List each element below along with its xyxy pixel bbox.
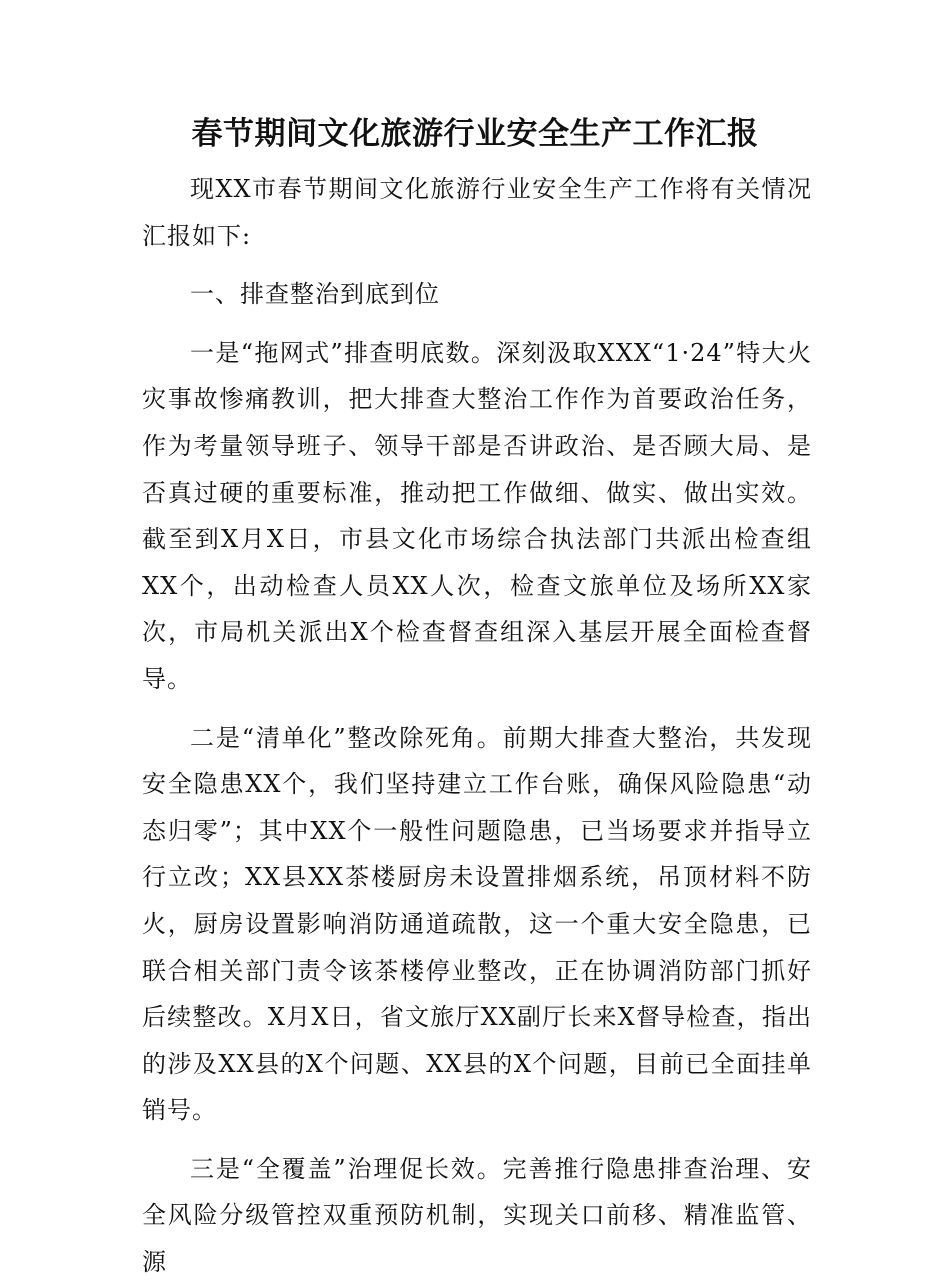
paragraph-item-1: 一是“拖网式”排查明底数。深刻汲取XXX“1·24”特大火灾事故惨痛教训，把大排查大整治工作作为首要政治任务，作为考量领导班子、领导干部是否讲政治、是否顾大局、是否真过硬的重要标准，推动把工作做细、做实、做出实效。截至到X月X日，市县文化市场综合执法部门共派出检查组XX个，出动检查人员XX人次，检查文旅单位及场所XX家次，市局机关派出X个检查督查组深入基层开展全面检查督导。 [142,338,812,693]
paragraph-item-2: 二是“清单化”整改除死角。前期大排查大整治，共发现安全隐患XX个，我们坚持建立工作台账，确保风险隐患“动态归零”；其中XX个一般性问题隐患，已当场要求并指导立行立改；XX县XX茶楼厨房未设置排烟系统，吊顶材料不防火，厨房设置影响消防通道疏散，这一个重大安全隐患，已联合相关部门责令该茶楼停业整改，正在协调消防部门抓好后续整改。X月X日，省文旅厅XX副厅长来X督导检查，指出的涉及XX县的X个问题、XX县的X个问题，目前已全面挂单销号。 [142,723,812,1125]
section-heading: 一、排查整治到底到位 [190,280,440,309]
intro-paragraph: 现XX市春节期间文化旅游行业安全生产工作将有关情况汇报如下: [142,175,812,250]
document-body [142,166,812,1286]
document-title: 春节期间文化旅游行业安全生产工作汇报 [191,116,759,152]
paragraph-item-3: 三是“全覆盖”治理促长效。完善推行隐患排查治理、安全风险分级管控双重预防机制，实现关口前移、精准监管、源 [142,1154,812,1277]
